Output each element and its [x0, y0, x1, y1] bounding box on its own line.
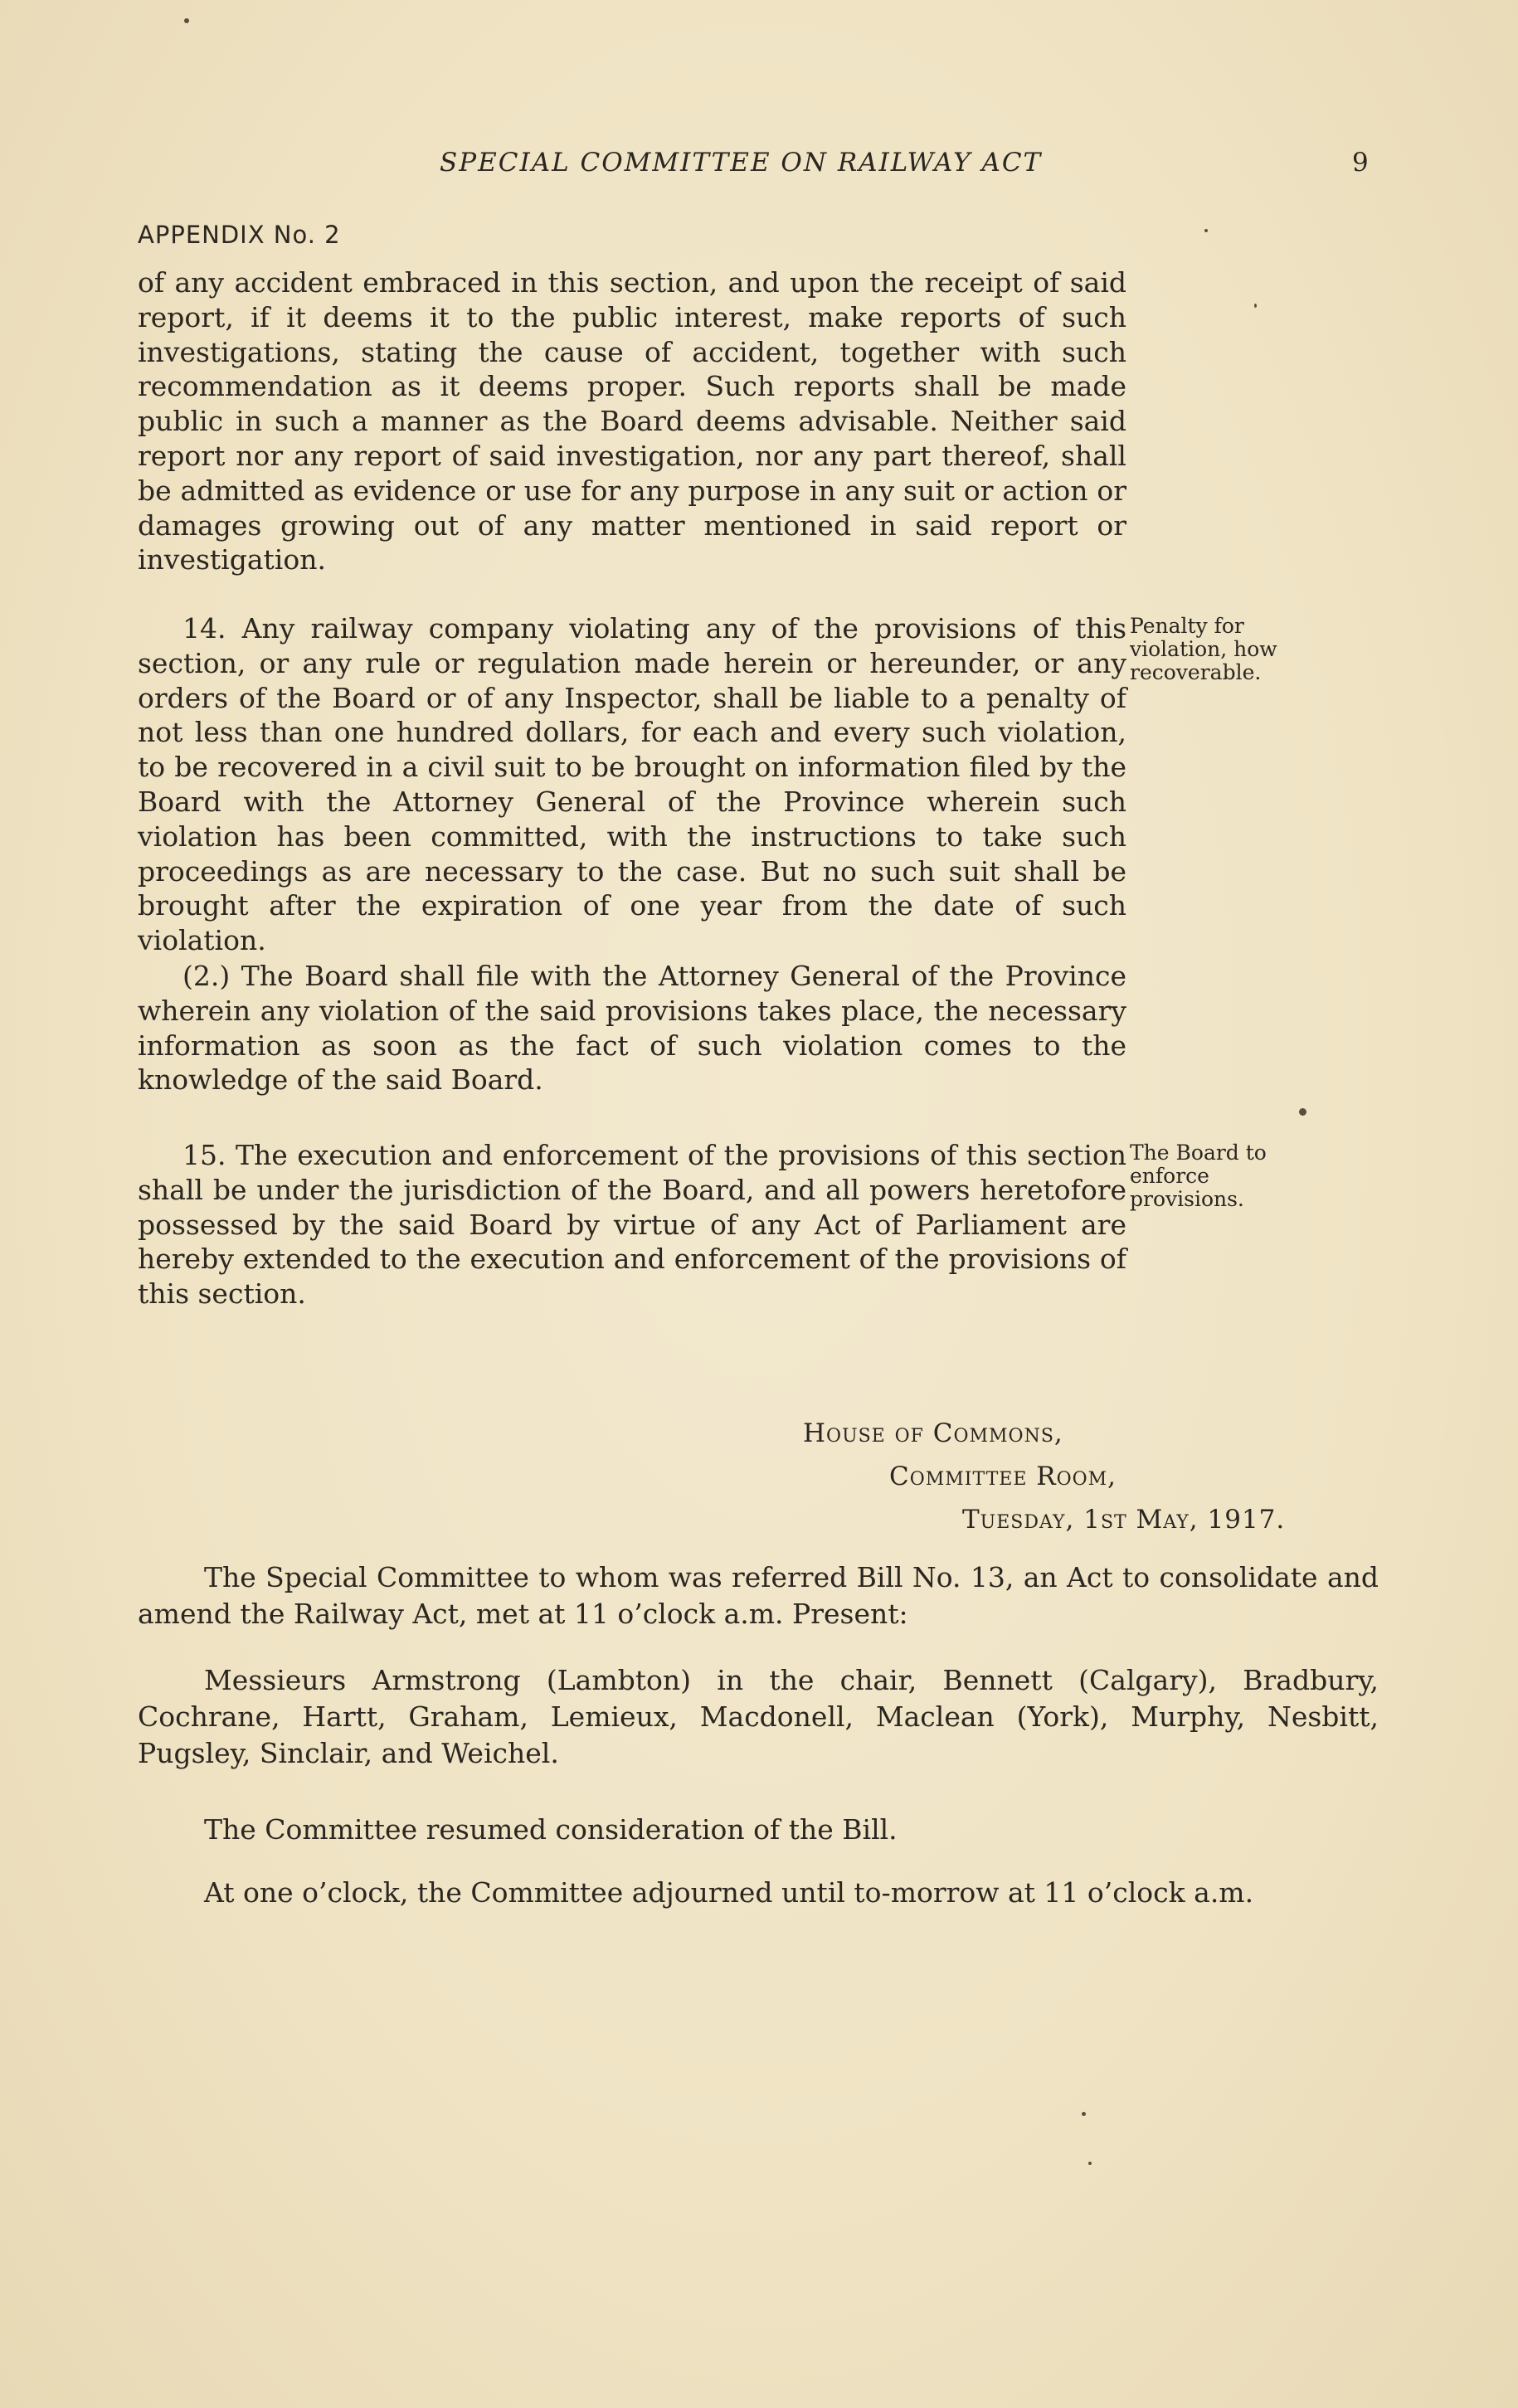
running-head: SPECIAL COMMITTEE ON RAILWAY ACT	[440, 148, 1043, 178]
appendix-label: APPENDIX No. 2	[138, 221, 341, 249]
minutes-paragraph-referral: The Special Committee to whom was referred Bill No. 13, an Act to consolidate and amend the Railway Act, met at 11 o’clock a.m. Present:	[138, 1561, 1379, 1630]
minutes-heading-date: Tuesday, 1st May, 1917.	[962, 1505, 1286, 1535]
paper-speck	[1088, 2162, 1092, 2165]
paper-speck	[184, 18, 189, 23]
paper-speck	[1082, 2112, 1086, 2116]
paragraph-continuation: of any accident embraced in this section, and upon the receipt of said report, if it deems it to the public interest, make reports of such investigations, stating the cause of accident, together with such recommendation as it deems proper. Such reports shall be made public in such a manner as the Board deems advisable. Neither said report nor any report of said investigation, nor any part thereof, shall be admitted as evidence or use for any purpose in any suit or action or damages growing out of any matter mentioned in said report or investigation.	[138, 266, 1126, 576]
minutes-heading-room: Committee Room,	[889, 1462, 1117, 1491]
section-14-subsection-2: (2.) The Board shall file with the Attorney General of the Province wherein any violation of the said provisions takes place, the necessary information as soon as the fact of such violation comes to the knowledge of the said Board.	[138, 960, 1126, 1097]
margin-note-section-14: Penalty for violation, how recoverable.	[1130, 614, 1277, 684]
paper-speck	[1204, 229, 1208, 232]
margin-note-section-15: The Board to enforce provisions.	[1130, 1141, 1267, 1211]
paper-speck	[1299, 1108, 1306, 1116]
minutes-paragraph-adjourned: At one o’clock, the Committee adjourned until to-morrow at 11 o’clock a.m.	[204, 1876, 1254, 1909]
minutes-paragraph-members: Messieurs Armstrong (Lambton) in the chair, Bennett (Calgary), Bradbury, Cochrane, Hartt, Graham, Lemieux, Macdonell, Maclean (York), Murphy, Nesbitt, Pugsley, Sinclair, and Weichel.	[138, 1664, 1379, 1769]
minutes-heading-house: House of Commons,	[803, 1418, 1063, 1448]
minutes-paragraph-resumed: The Committee resumed consideration of the Bill.	[204, 1813, 898, 1846]
section-14-paragraph: 14. Any railway company violating any of the provisions of this section, or any rule or regulation made herein or hereunder, or any orders of the Board or of any Inspector, shall be liable to a penalty of not less than one hundred dollars, for each and every such violation, to be recovered in a civil suit to be brought on information filed by the Board with the Attorney General of the Province wherein such violation has been committed, with the instructions to take such proceedings as are necessary to the case. But no such suit shall be brought after the expiration of one year from the date of such violation.	[138, 612, 1126, 957]
paper-speck	[1254, 304, 1257, 308]
section-15-paragraph: 15. The execution and enforcement of the provisions of this section shall be under the jurisdiction of the Board, and all powers heretofore possessed by the said Board by virtue of any Act of Parliament are hereby extended to the execution and enforcement of the provisions of this section.	[138, 1139, 1126, 1311]
page-number: 9	[1352, 148, 1369, 178]
